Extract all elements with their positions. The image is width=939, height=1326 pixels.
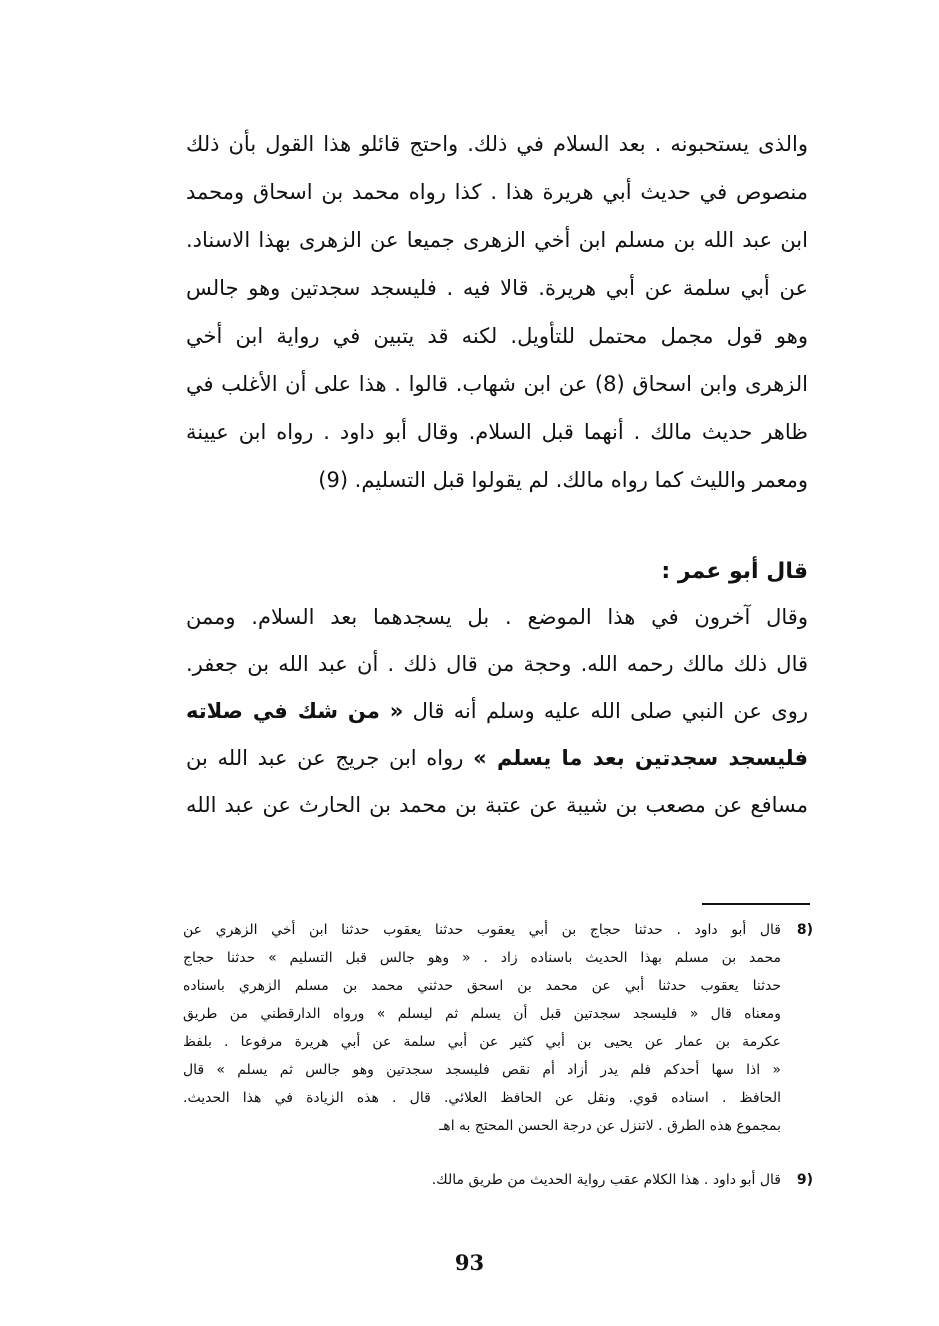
paragraph-1-line: ابن عبد الله بن مسلم ابن أخي الزهرى جميعا عن الزهرى بهذا الاسناد. bbox=[186, 228, 808, 252]
paragraph-2-line bbox=[186, 688, 808, 735]
paragraph-1-line: منصوص في حديث أبي هريرة هذا . كذا رواه محمد بن اسحاق ومحمد bbox=[186, 180, 808, 204]
line-segment: مسافع عن مصعب بن شيبة عن عتبة بن محمد بن الحارث عن عبد الله bbox=[186, 793, 808, 817]
paragraph-2-line bbox=[186, 594, 808, 641]
footnote-line: قال أبو داود . حدثنا حجاج بن أبي يعقوب حدثنا يعقوب حدثنا ابن أخي الزهري عن bbox=[183, 922, 781, 938]
footnote-body bbox=[183, 1166, 813, 1194]
footnote-line: ومعناه قال « فليسجد سجدتين قبل أن يسلم ثم ليسلم » ورواه الدارقطني من طريق bbox=[183, 1006, 781, 1022]
footnote-8 bbox=[183, 916, 813, 1140]
paragraph-1-line: والذى يستحبونه . بعد السلام في ذلك. واحتج قائلو هذا القول بأن ذلك bbox=[186, 132, 808, 156]
footnote-line: « اذا سها أحدكم فلم يدر أزاد أم نقص فليسجد سجدتين وهو جالس ثم يسلم » قال bbox=[183, 1062, 781, 1078]
footnote-line: عكرمة بن عمار عن يحيى بن أبي كثير عن أبي سلمة عن أبي هريرة مرفوعا . بلفظ bbox=[183, 1034, 781, 1050]
footnote-body bbox=[183, 916, 813, 1140]
footnote-divider bbox=[702, 903, 810, 905]
line-segment: رواه ابن جريج عن عبد الله بن bbox=[186, 746, 474, 770]
line-segment: وقال آخرون في هذا الموضع . بل يسجدهما بعد السلام. وممن bbox=[186, 605, 808, 629]
paragraph-1 bbox=[186, 120, 808, 504]
paragraph-1-line: الزهرى وابن اسحاق (8) عن ابن شهاب. قالوا . هذا على أن الأغلب في bbox=[186, 372, 808, 396]
footnote-line: حدثنا يعقوب حدثنا أبي عن محمد بن اسحق حدثني محمد بن مسلم الزهري باسناده bbox=[183, 978, 781, 994]
footnote-line: قال أبو داود . هذا الكلام عقب رواية الحديث من طريق مالك. bbox=[431, 1172, 781, 1188]
section-heading: قال أبو عمر : bbox=[661, 559, 808, 584]
footnote-number: (9 bbox=[796, 1172, 813, 1188]
paragraph-1-line: عن أبي سلمة عن أبي هريرة. قالا فيه . فليسجد سجدتين وهو جالس bbox=[186, 276, 808, 300]
paragraph-1-line: ومعمر والليث كما رواه مالك. لم يقولوا قبل التسليم. (9) bbox=[318, 468, 808, 492]
footnote-line: بمجموع هذه الطرق . لاتنزل عن درجة الحسن المحتج به اهـ bbox=[439, 1118, 781, 1134]
paragraph-2 bbox=[186, 594, 808, 829]
paragraph-2-line bbox=[186, 735, 808, 782]
footnote-line: محمد بن مسلم بهذا الحديث باسناده زاد . « وهو جالس قبل التسليم » حدثنا حجاج bbox=[183, 950, 781, 966]
paragraph-2-line bbox=[186, 641, 808, 688]
footnote-9 bbox=[183, 1166, 813, 1194]
line-segment: قال ذلك مالك رحمه الله. وحجة من قال ذلك . أن عبد الله بن جعفر. bbox=[186, 652, 808, 676]
footnote-line: الحافظ . اسناده قوي. ونقل عن الحافظ العلائي. قال . هذه الزيادة في هذا الحديث. bbox=[183, 1090, 781, 1106]
page-number: 93 bbox=[454, 1250, 485, 1275]
hadith-quote: فليسجد سجدتين بعد ما يسلم » bbox=[473, 746, 808, 770]
hadith-quote: « من شك في صلاته bbox=[186, 699, 404, 723]
paragraph-1-line: ظاهر حديث مالك . أنهما قبل السلام. وقال أبو داود . رواه ابن عيينة bbox=[186, 420, 808, 444]
paragraph-2-line bbox=[186, 782, 808, 829]
footnote-number: (8 bbox=[796, 922, 813, 938]
paragraph-1-line: وهو قول مجمل محتمل للتأويل. لكنه قد يتبين في رواية ابن أخي bbox=[186, 324, 808, 348]
line-segment: روى عن النبي صلى الله عليه وسلم أنه قال bbox=[403, 699, 808, 723]
